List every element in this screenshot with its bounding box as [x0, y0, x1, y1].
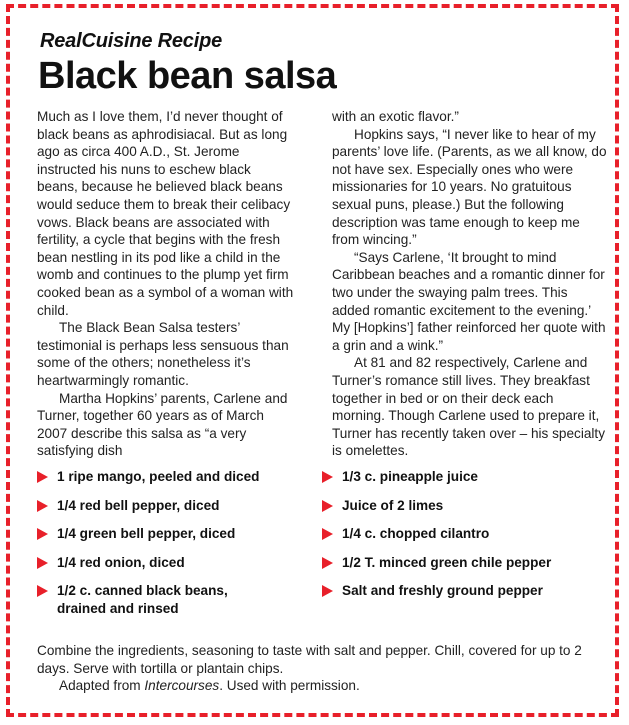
- bullet-arrow-icon: [37, 500, 48, 512]
- ingredient-item: 1/4 c. chopped cilantro: [322, 525, 602, 543]
- body-column-left: [37, 108, 295, 460]
- directions-block: [37, 642, 597, 695]
- recipe-title: Black bean salsa: [38, 55, 337, 97]
- body-paragraph: At 81 and 82 respectively, Carlene and Turner’s romance still lives. They breakfast together in bed or on their deck each morning. Though Carlene used to prepare it, Turner has recently taken over – his specialty is omelettes.: [332, 355, 606, 459]
- bullet-arrow-icon: [322, 471, 333, 483]
- ingredient-item: Juice of 2 limes: [322, 497, 602, 515]
- ingredient-list-left: [37, 468, 297, 629]
- ingredient-list-right: [322, 468, 602, 611]
- ingredient-item: Salt and freshly ground pepper: [322, 582, 602, 600]
- bullet-arrow-icon: [322, 585, 333, 597]
- body-column-right: [332, 108, 607, 460]
- bullet-arrow-icon: [322, 557, 333, 569]
- ingredient-item: 1/4 green bell pepper, diced: [37, 525, 297, 543]
- ingredient-item: 1/2 T. minced green chile pepper: [322, 554, 602, 572]
- body-paragraph: The Black Bean Salsa testers’ testimonial is perhaps less sensuous than some of the others; nonetheless it’s heartwarmingly romantic.: [37, 320, 289, 388]
- bullet-arrow-icon: [37, 557, 48, 569]
- body-paragraph: Much as I love them, I’d never thought of black beans as aphrodisiacal. But as long ago as circa 400 A.D., St. Jerome instructed his nuns to eschew black beans, because he believed black beans would seduce them to break their celibacy vows. Black beans are associated with fertility, a cycle that begins with the fresh bean nestling in its pod like a child in the womb and continues to the plump yet firm cooked bean as a symbol of a woman with child.: [37, 109, 294, 318]
- ingredient-item: 1/4 red bell pepper, diced: [37, 497, 297, 515]
- directions-text: Combine the ingredients, seasoning to taste with salt and pepper. Chill, covered for up to 2 days. Serve with tortilla or plantain chips.: [37, 643, 582, 676]
- body-paragraph: Martha Hopkins’ parents, Carlene and Turner, together 60 years as of March 2007 describe this salsa as “a very satisfying dish: [37, 390, 288, 459]
- body-paragraph: with an exotic flavor.”: [332, 109, 459, 124]
- ingredient-item: 1/2 c. canned black beans, drained and rinsed: [37, 582, 257, 617]
- credit-line: Adapted from Intercourses. Used with permission.: [59, 678, 360, 694]
- ingredient-item: 1/4 red onion, diced: [37, 554, 297, 572]
- bullet-arrow-icon: [37, 585, 48, 597]
- ingredient-item: 1/3 c. pineapple juice: [322, 468, 602, 486]
- bullet-arrow-icon: [322, 500, 333, 512]
- body-paragraph: “Says Carlene, ‘It brought to mind Caribbean beaches and a romantic dinner for two under the swaying palm trees. This added romantic excitement to the evening.’ My [Hopkins’] father reinforced her quote with a grin and a wink.”: [332, 249, 606, 353]
- body-paragraph: Hopkins says, “I never like to hear of my parents’ love life. (Parents, as we all know, do not have sex. Especially ones who were missionaries for 10 years. No gratuitous sexual puns, please.) But the following description was tame enough to keep me from wincing.”: [332, 126, 607, 248]
- recipe-kicker: RealCuisine Recipe: [40, 30, 223, 52]
- source-title: Intercourses: [144, 678, 220, 694]
- ingredient-item: 1 ripe mango, peeled and diced: [37, 468, 297, 486]
- bullet-arrow-icon: [37, 528, 48, 540]
- bullet-arrow-icon: [37, 471, 48, 483]
- bullet-arrow-icon: [322, 528, 333, 540]
